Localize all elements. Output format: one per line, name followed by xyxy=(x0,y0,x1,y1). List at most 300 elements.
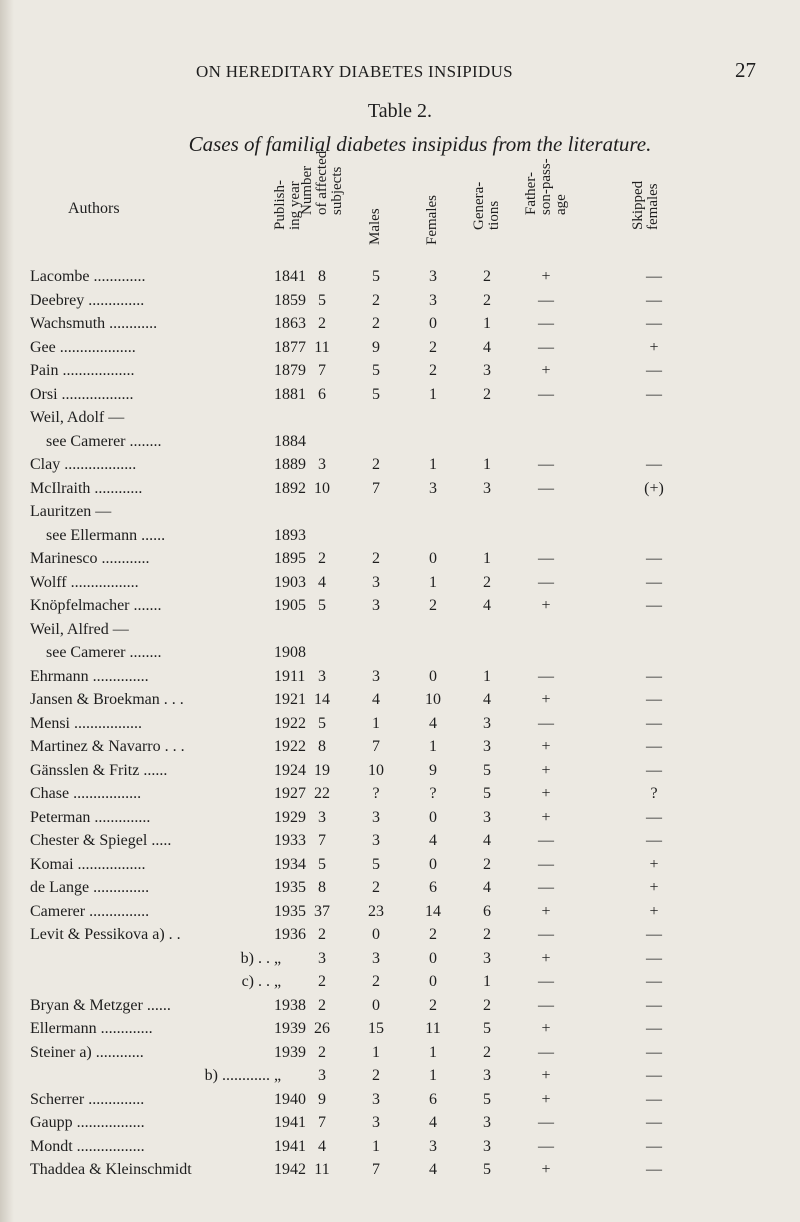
cell-skipped: — xyxy=(646,714,662,732)
cell-females: 1 xyxy=(429,456,437,473)
cell-females: 0 xyxy=(429,315,437,332)
cell-father-son: — xyxy=(538,879,554,896)
cell-affected: 8 xyxy=(318,268,326,285)
cell-males: 1 xyxy=(372,714,380,732)
cell-males: 2 xyxy=(372,1067,380,1084)
cell-affected: 5 xyxy=(318,855,326,873)
cell-skipped: + xyxy=(649,902,659,920)
cell-skipped: — xyxy=(646,1020,662,1037)
cell-skipped: (+) xyxy=(644,479,664,497)
cell-author: Komai ................. xyxy=(30,855,146,873)
cell-females: 1 xyxy=(429,738,437,755)
cell-skipped: — xyxy=(646,761,662,779)
cell-author: Mensi ................. xyxy=(30,714,142,732)
table-row xyxy=(0,666,800,690)
cell-affected: 2 xyxy=(318,926,326,943)
cell-affected: 3 xyxy=(318,1067,326,1084)
cell-females: 4 xyxy=(429,1161,437,1178)
cell-males: 5 xyxy=(372,362,380,379)
cell-skipped: — xyxy=(646,832,662,849)
cell-author: Lacombe ............. xyxy=(30,268,146,285)
cell-affected: 2 xyxy=(318,1043,326,1061)
cell-father-son: — xyxy=(538,338,554,356)
column-header-males xyxy=(356,160,396,260)
table-row xyxy=(0,995,800,1019)
cell-females: 3 xyxy=(429,1137,437,1155)
cell-affected: 6 xyxy=(318,385,326,403)
cell-females: 2 xyxy=(429,338,437,356)
cell-females: 2 xyxy=(429,362,437,379)
cell-year: 1884 xyxy=(274,432,306,450)
cell-skipped: ? xyxy=(650,785,658,802)
cell-father-son: + xyxy=(541,691,551,708)
cell-generations: 2 xyxy=(483,1043,491,1061)
cell-author: Mondt ................. xyxy=(30,1137,145,1155)
cell-males: 3 xyxy=(372,573,380,591)
cell-author: c) . . xyxy=(241,973,270,990)
cell-author: Weil, Alfred — xyxy=(30,620,129,638)
cell-father-son: — xyxy=(538,573,554,591)
cell-father-son: — xyxy=(538,1043,554,1061)
cell-year: 1893 xyxy=(274,526,306,544)
cell-skipped: — xyxy=(646,691,662,708)
cell-father-son: — xyxy=(538,315,554,332)
cell-skipped: + xyxy=(649,879,659,896)
table-row xyxy=(0,407,800,431)
cell-author: Jansen & Broekman . . . xyxy=(30,691,184,708)
column-header-authors: Authors xyxy=(68,200,120,217)
cell-males: 3 xyxy=(372,1090,380,1108)
cell-generations: 2 xyxy=(483,291,491,309)
cell-father-son: + xyxy=(541,902,551,920)
cell-father-son: — xyxy=(538,973,554,990)
cell-year: 1929 xyxy=(274,808,306,826)
cell-generations: 2 xyxy=(483,385,491,403)
cell-generations: 5 xyxy=(483,1020,491,1037)
cell-males: 0 xyxy=(372,996,380,1014)
cell-males: 7 xyxy=(372,738,380,755)
cell-males: 5 xyxy=(372,268,380,285)
cell-skipped: — xyxy=(646,385,662,403)
cell-author: see Camerer ........ xyxy=(46,432,162,450)
cell-generations: 3 xyxy=(483,479,491,497)
cell-skipped: — xyxy=(646,315,662,332)
cell-males: 23 xyxy=(368,902,384,920)
cell-females: 0 xyxy=(429,550,437,567)
cell-males: 3 xyxy=(372,808,380,826)
column-header-generations xyxy=(467,160,507,260)
table-title: Table 2. xyxy=(367,100,433,122)
cell-father-son: + xyxy=(541,1161,551,1178)
cell-generations: 5 xyxy=(483,1090,491,1108)
cell-father-son: + xyxy=(541,597,551,614)
cell-author: McIlraith ............ xyxy=(30,479,143,497)
cell-year: 1941 xyxy=(274,1114,306,1131)
cell-father-son: — xyxy=(538,996,554,1014)
cell-author: Bryan & Metzger ...... xyxy=(30,996,171,1014)
cell-affected: 3 xyxy=(318,808,326,826)
table-body xyxy=(0,266,800,1183)
cell-father-son: + xyxy=(541,268,551,285)
cell-affected: 8 xyxy=(318,879,326,896)
cell-males: 3 xyxy=(372,832,380,849)
cell-author: Orsi .................. xyxy=(30,385,134,403)
cell-females: 6 xyxy=(429,879,437,896)
cell-year: 1841 xyxy=(274,268,306,285)
cell-year: 1940 xyxy=(274,1090,306,1108)
cell-father-son: + xyxy=(541,1020,551,1037)
cell-affected: 2 xyxy=(318,315,326,332)
table-row xyxy=(0,290,800,314)
cell-females: 9 xyxy=(429,761,437,779)
cell-females: 1 xyxy=(429,573,437,591)
cell-skipped: — xyxy=(646,926,662,943)
cell-males: 5 xyxy=(372,385,380,403)
cell-generations: 2 xyxy=(483,926,491,943)
cell-year: 1922 xyxy=(274,714,306,732)
table-row xyxy=(0,1136,800,1160)
cell-generations: 1 xyxy=(483,667,491,685)
cell-skipped: — xyxy=(646,1114,662,1131)
cell-year: 1939 xyxy=(274,1043,306,1061)
cell-females: 14 xyxy=(425,902,441,920)
cell-year: 1927 xyxy=(274,785,306,802)
cell-generations: 4 xyxy=(483,597,491,614)
cell-author: Deebrey .............. xyxy=(30,291,145,309)
cell-generations: 3 xyxy=(483,808,491,826)
cell-father-son: — xyxy=(538,1137,554,1155)
cell-generations: 3 xyxy=(483,949,491,967)
cell-skipped: — xyxy=(646,808,662,826)
cell-males: 3 xyxy=(372,949,380,967)
table-row xyxy=(0,1018,800,1042)
cell-author: Scherrer .............. xyxy=(30,1090,145,1108)
cell-affected: 5 xyxy=(318,714,326,732)
cell-father-son: — xyxy=(538,385,554,403)
cell-year: 1908 xyxy=(274,644,306,661)
cell-author: Wolff ................. xyxy=(30,573,139,591)
cell-year: 1936 xyxy=(274,926,306,943)
table-row xyxy=(0,830,800,854)
table-row xyxy=(0,642,800,666)
cell-author: de Lange .............. xyxy=(30,879,150,896)
cell-year: 1934 xyxy=(274,855,306,873)
cell-males: 5 xyxy=(372,855,380,873)
cell-year: „ xyxy=(274,949,282,967)
cell-affected: 2 xyxy=(318,973,326,990)
cell-affected: 3 xyxy=(318,667,326,685)
cell-females: 0 xyxy=(429,855,437,873)
cell-author: Thaddea & Kleinschmidt xyxy=(30,1161,192,1178)
cell-females: 6 xyxy=(429,1090,437,1108)
column-header-father-son xyxy=(523,158,569,260)
cell-skipped: — xyxy=(646,973,662,990)
cell-males: 4 xyxy=(372,691,380,708)
column-header-father-son-text: Father- son-pass- age xyxy=(523,158,569,215)
cell-skipped: — xyxy=(646,949,662,967)
table-row xyxy=(0,1065,800,1089)
cell-author: Levit & Pessikova a) . . xyxy=(30,926,181,943)
cell-females: 1 xyxy=(429,1043,437,1061)
cell-skipped: — xyxy=(646,667,662,685)
column-header-males-text: Males xyxy=(367,208,383,245)
cell-males: 2 xyxy=(372,973,380,990)
table-row xyxy=(0,877,800,901)
cell-author: Lauritzen — xyxy=(30,503,112,520)
cell-author: Wachsmuth ............ xyxy=(30,315,158,332)
cell-affected: 26 xyxy=(314,1020,330,1037)
cell-affected: 3 xyxy=(318,949,326,967)
cell-generations: 5 xyxy=(483,1161,491,1178)
cell-affected: 3 xyxy=(318,456,326,473)
cell-father-son: — xyxy=(538,550,554,567)
table-row xyxy=(0,854,800,878)
cell-author: Ehrmann .............. xyxy=(30,667,149,685)
cell-author: Knöpfelmacher ....... xyxy=(30,597,162,614)
cell-males: ? xyxy=(372,785,380,802)
cell-males: 3 xyxy=(372,667,380,685)
table-row xyxy=(0,595,800,619)
cell-year: 1938 xyxy=(274,996,306,1014)
cell-year: 1941 xyxy=(274,1137,306,1155)
cell-generations: 5 xyxy=(483,761,491,779)
running-head xyxy=(196,58,756,83)
cell-year: 1863 xyxy=(274,315,306,332)
cell-year: „ xyxy=(274,973,282,990)
cell-father-son: + xyxy=(541,761,551,779)
cell-males: 2 xyxy=(372,315,380,332)
cell-author: Gänsslen & Fritz ...... xyxy=(30,761,168,779)
cell-affected: 11 xyxy=(314,1161,330,1178)
cell-father-son: + xyxy=(541,949,551,967)
cell-affected: 4 xyxy=(318,1137,326,1155)
cell-females: 2 xyxy=(429,597,437,614)
cell-father-son: — xyxy=(538,667,554,685)
cell-affected: 9 xyxy=(318,1090,326,1108)
cell-females: 3 xyxy=(429,479,437,497)
cell-males: 3 xyxy=(372,597,380,614)
table-row xyxy=(0,619,800,643)
cell-author: Chase ................. xyxy=(30,785,142,802)
cell-females: ? xyxy=(429,785,437,802)
cell-males: 1 xyxy=(372,1137,380,1155)
cell-females: 2 xyxy=(429,996,437,1014)
cell-affected: 14 xyxy=(314,691,330,708)
cell-generations: 2 xyxy=(483,996,491,1014)
cell-generations: 3 xyxy=(483,1137,491,1155)
cell-affected: 22 xyxy=(314,785,330,802)
cell-father-son: + xyxy=(541,808,551,826)
table-row xyxy=(0,760,800,784)
cell-author: see Camerer ........ xyxy=(46,644,162,661)
table-row xyxy=(0,548,800,572)
cell-father-son: + xyxy=(541,1067,551,1084)
cell-generations: 1 xyxy=(483,456,491,473)
cell-females: 11 xyxy=(425,1020,441,1037)
cell-author: Camerer ............... xyxy=(30,902,150,920)
cell-females: 4 xyxy=(429,832,437,849)
cell-generations: 3 xyxy=(483,1067,491,1084)
cell-generations: 4 xyxy=(483,338,491,356)
cell-author: Steiner a) ............ xyxy=(30,1043,144,1061)
column-header-year-text: Publish- ing year xyxy=(272,179,303,230)
cell-father-son: + xyxy=(541,785,551,802)
page-number: 27 xyxy=(735,58,756,82)
cell-year: 1924 xyxy=(274,761,306,779)
cell-affected: 7 xyxy=(318,362,326,379)
cell-skipped: — xyxy=(646,1161,662,1178)
cell-generations: 3 xyxy=(483,738,491,755)
cell-year: 1935 xyxy=(274,879,306,896)
cell-father-son: — xyxy=(538,1114,554,1131)
cell-skipped: — xyxy=(646,1067,662,1084)
cell-author: see Ellermann ...... xyxy=(46,526,166,544)
cell-father-son: — xyxy=(538,291,554,309)
cell-males: 2 xyxy=(372,550,380,567)
cell-father-son: — xyxy=(538,926,554,943)
table-row xyxy=(0,337,800,361)
cell-generations: 5 xyxy=(483,785,491,802)
cell-generations: 2 xyxy=(483,855,491,873)
cell-author: Clay .................. xyxy=(30,456,137,473)
cell-year: 1921 xyxy=(274,691,306,708)
cell-females: 2 xyxy=(429,926,437,943)
cell-females: 1 xyxy=(429,385,437,403)
table-subtitle: Cases of familial diabetes insipidus from the literature. xyxy=(188,132,652,156)
cell-author: b) ............ xyxy=(204,1067,270,1084)
table-row xyxy=(0,384,800,408)
cell-males: 7 xyxy=(372,479,380,497)
cell-generations: 1 xyxy=(483,973,491,990)
cell-affected: 37 xyxy=(314,902,330,920)
cell-females: 4 xyxy=(429,714,437,732)
cell-father-son: — xyxy=(538,479,554,497)
cell-affected: 2 xyxy=(318,996,326,1014)
table-row xyxy=(0,1112,800,1136)
cell-author: Chester & Spiegel ..... xyxy=(30,832,172,849)
cell-year: 1942 xyxy=(274,1161,306,1178)
table-row xyxy=(0,431,800,455)
cell-females: 1 xyxy=(429,1067,437,1084)
cell-father-son: + xyxy=(541,738,551,755)
cell-affected: 2 xyxy=(318,550,326,567)
table-row xyxy=(0,948,800,972)
cell-author: Martinez & Navarro . . . xyxy=(30,738,185,755)
cell-generations: 3 xyxy=(483,714,491,732)
cell-skipped: — xyxy=(646,597,662,614)
table-row xyxy=(0,266,800,290)
cell-father-son: — xyxy=(538,832,554,849)
cell-skipped: — xyxy=(646,291,662,309)
table-row xyxy=(0,901,800,925)
table-row xyxy=(0,313,800,337)
cell-skipped: — xyxy=(646,738,662,755)
cell-skipped: — xyxy=(646,456,662,473)
cell-year: „ xyxy=(274,1067,282,1084)
cell-affected: 7 xyxy=(318,832,326,849)
cell-father-son: — xyxy=(538,456,554,473)
table-row xyxy=(0,924,800,948)
cell-skipped: — xyxy=(646,1043,662,1061)
cell-males: 2 xyxy=(372,291,380,309)
cell-males: 0 xyxy=(372,926,380,943)
cell-skipped: — xyxy=(646,550,662,567)
cell-generations: 1 xyxy=(483,315,491,332)
cell-males: 2 xyxy=(372,456,380,473)
cell-year: 1859 xyxy=(274,291,306,309)
cell-author: Peterman .............. xyxy=(30,808,151,826)
table-row xyxy=(0,689,800,713)
cell-skipped: — xyxy=(646,1090,662,1108)
cell-skipped: — xyxy=(646,268,662,285)
cell-affected: 11 xyxy=(314,338,330,356)
cell-affected: 5 xyxy=(318,291,326,309)
cell-generations: 2 xyxy=(483,573,491,591)
cell-author: Gaupp ................. xyxy=(30,1114,145,1131)
cell-father-son: + xyxy=(541,362,551,379)
cell-females: 0 xyxy=(429,973,437,990)
table-row xyxy=(0,736,800,760)
cell-father-son: + xyxy=(541,1090,551,1108)
cell-females: 3 xyxy=(429,291,437,309)
cell-affected: 4 xyxy=(318,573,326,591)
cell-males: 7 xyxy=(372,1161,380,1178)
cell-affected: 10 xyxy=(314,479,330,497)
column-header-affected-text: Number of affected subjects xyxy=(299,150,345,215)
cell-affected: 7 xyxy=(318,1114,326,1131)
cell-females: 10 xyxy=(425,691,441,708)
table-row xyxy=(0,1159,800,1183)
cell-males: 1 xyxy=(372,1043,380,1061)
cell-females: 0 xyxy=(429,949,437,967)
cell-author: Gee ................... xyxy=(30,338,136,356)
column-header-generations-text: Genera- tions xyxy=(471,181,502,230)
table-row xyxy=(0,783,800,807)
cell-year: 1922 xyxy=(274,738,306,755)
cell-year: 1903 xyxy=(274,573,306,591)
table-row xyxy=(0,525,800,549)
cell-year: 1889 xyxy=(274,456,306,473)
cell-females: 0 xyxy=(429,667,437,685)
cell-females: 3 xyxy=(429,268,437,285)
cell-year: 1879 xyxy=(274,362,306,379)
cell-author: Ellermann ............. xyxy=(30,1020,153,1037)
cell-author: Weil, Adolf — xyxy=(30,409,125,426)
cell-generations: 4 xyxy=(483,832,491,849)
cell-generations: 4 xyxy=(483,879,491,896)
cell-generations: 3 xyxy=(483,1114,491,1131)
cell-skipped: — xyxy=(646,573,662,591)
cell-skipped: — xyxy=(646,996,662,1014)
cell-generations: 1 xyxy=(483,550,491,567)
cell-males: 10 xyxy=(368,761,384,779)
table-row xyxy=(0,713,800,737)
cell-generations: 4 xyxy=(483,691,491,708)
column-header-affected xyxy=(299,150,345,260)
table-row xyxy=(0,971,800,995)
cell-year: 1892 xyxy=(274,479,306,497)
cell-females: 4 xyxy=(429,1114,437,1131)
cell-generations: 2 xyxy=(483,268,491,285)
column-header-skipped-text: Skipped females xyxy=(630,180,661,230)
cell-males: 3 xyxy=(372,1114,380,1131)
table-row xyxy=(0,1089,800,1113)
cell-father-son: — xyxy=(538,714,554,732)
table-row xyxy=(0,478,800,502)
cell-year: 1905 xyxy=(274,597,306,614)
table-row xyxy=(0,1042,800,1066)
column-header-females xyxy=(413,160,453,260)
